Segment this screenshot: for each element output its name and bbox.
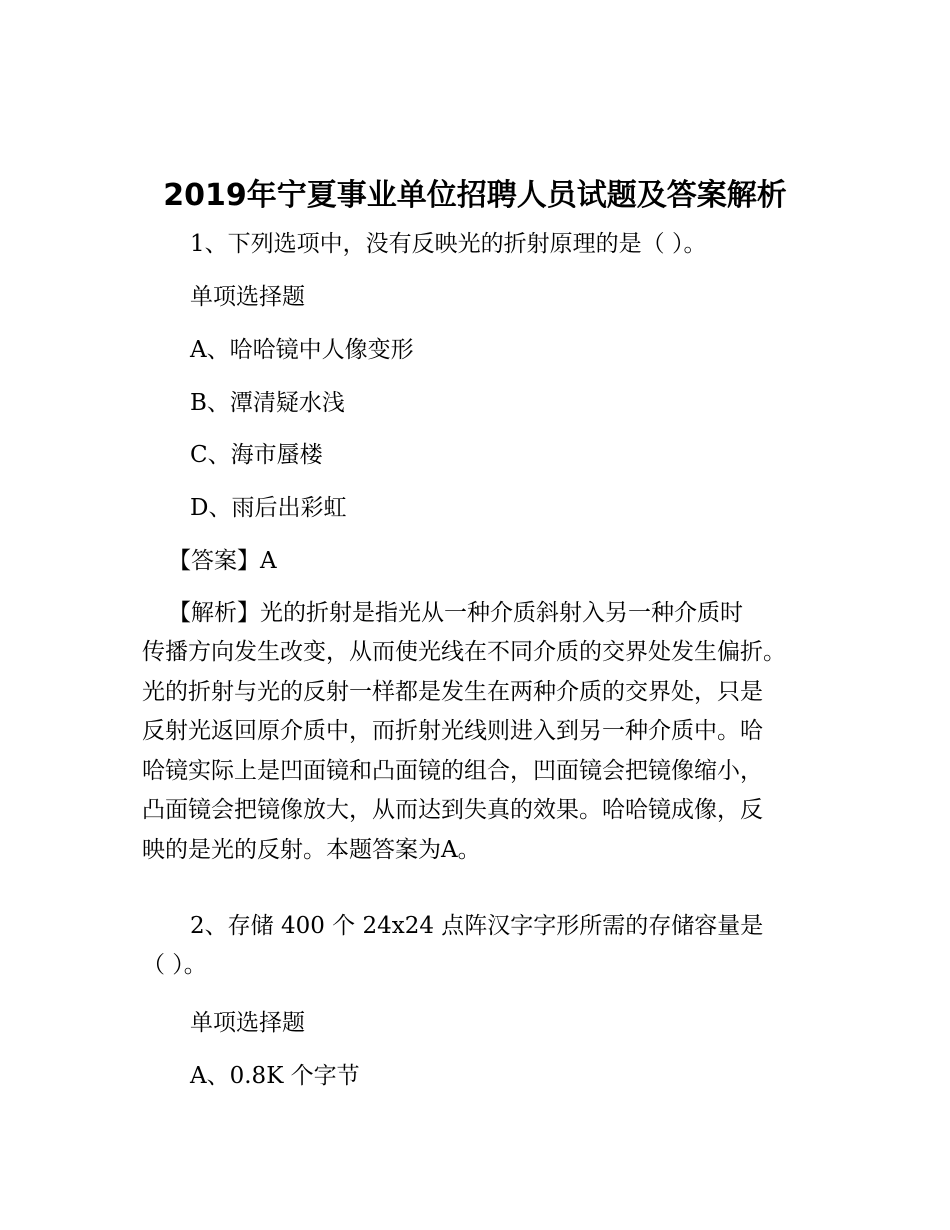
analysis-line: 哈镜实际上是凹面镜和凸面镜的组合，凹面镜会把镜像缩小， [142,758,763,784]
question-1-stem: 1、下列选项中，没有反映光的折射原理的是（ ）。 [190,231,707,257]
analysis-line: 传播方向发生改变，从而使光线在不同介质的交界处发生偏折。 [142,639,786,665]
question-2-stem: 2、存储 400 个 24x24 点阵汉字字形所需的存储容量是 [190,913,764,939]
question-1-option-a: A、哈哈镜中人像变形 [190,337,414,363]
question-1-answer: 【答案】A [168,548,277,574]
question-1-option-b: B、潭清疑水浅 [190,390,345,416]
analysis-line: 【解析】光的折射是指光从一种介质斜射入另一种介质时 [168,600,743,626]
analysis-line: 反射光返回原介质中，而折射光线则进入到另一种介质中。哈 [142,718,763,744]
analysis-line: 映的是光的反射。本题答案为A。 [142,837,481,863]
page-title: 2019年宁夏事业单位招聘人员试题及答案解析 [163,178,787,213]
question-1-type: 单项选择题 [190,284,305,310]
question-1-option-c: C、海市蜃楼 [190,442,323,468]
question-1-option-d: D、雨后出彩虹 [190,495,347,521]
analysis-line: 光的折射与光的反射一样都是发生在两种介质的交界处，只是 [142,679,763,705]
question-2-type: 单项选择题 [190,1010,305,1036]
question-2-option-a: A、0.8K 个字节 [190,1063,360,1089]
analysis-line: 凸面镜会把镜像放大，从而达到失真的效果。哈哈镜成像，反 [142,797,763,823]
question-2-stem-cont: （ ）。 [142,952,207,978]
